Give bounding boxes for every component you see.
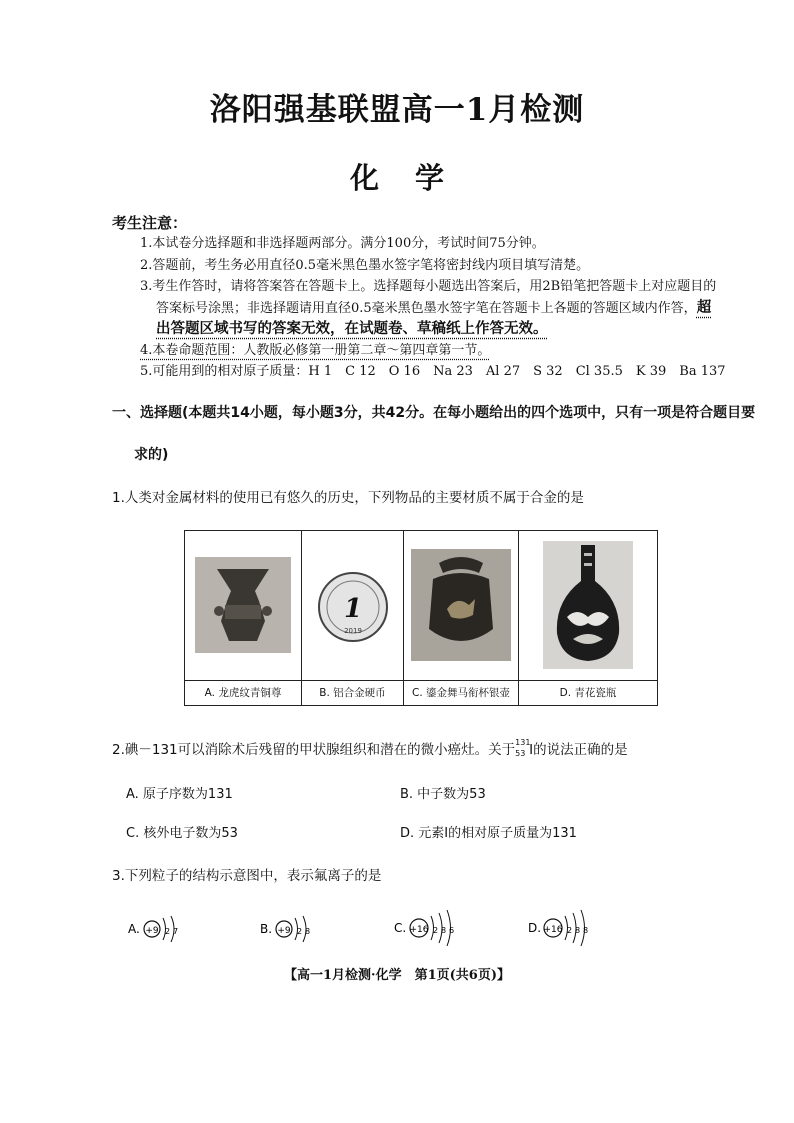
iodine-isotope-notation [515, 738, 531, 758]
shell-electrons: 8 [441, 926, 447, 935]
option-a-caption: A. 龙虎纹青铜尊 [185, 680, 301, 705]
shell-electrons: 2 [297, 927, 303, 936]
section-heading-line1: 一、选择题(本题共14小题，每小题3分，共42分。在每小题给出的四个选项中，只有一项是符合题目要 [112, 405, 756, 421]
notice-item-2: 2.答题前，考生务必用直径0.5毫米黑色墨水签字笔将密封线内项目填写清楚。 [140, 258, 590, 273]
question-3-option-a [128, 912, 188, 950]
question-3-option-d [528, 908, 604, 952]
atom-diagram-c [394, 908, 470, 948]
option-d-caption: D. 青花瓷瓶 [519, 680, 657, 705]
isotope-mass: 131 [515, 738, 531, 747]
nucleus-charge: +9 [277, 926, 291, 936]
coin-value: 1 [343, 594, 362, 624]
notice-item-3-cont [156, 299, 711, 318]
notice-item-3-emphasis: 出答题区域书写的答案无效，在试题卷、草稿纸上作答无效。 [156, 321, 548, 337]
option-d-cell [519, 531, 657, 705]
shell-electrons: 8 [575, 926, 581, 935]
notice-item-5: 5.可能用到的相对原子质量：H 1 C 12 O 16 Na 23 Al 27 S 32 Cl 35.5 K 39 Ba 137 [140, 364, 726, 379]
option-label: C. [394, 921, 407, 935]
isotope-symbol: I [529, 742, 534, 758]
coin-year: 2019 [343, 627, 362, 635]
shell-electrons: 8 [305, 927, 311, 936]
isotope-number: 53 [515, 749, 526, 758]
notice-item-3-emph-start: 超 [696, 300, 712, 316]
notice-item-3: 3.考生作答时，请将答案答在答题卡上。选择题每小题选出答案后，用2B铅笔把答题卡上对应题目的 [140, 279, 717, 294]
shell-electrons: 2 [567, 926, 573, 935]
question-3-option-c [394, 908, 470, 952]
question-3-stem: 3.下列粒子的结构示意图中，表示氟离子的是 [112, 868, 382, 884]
nucleus-charge: +9 [145, 926, 159, 936]
atom-diagram-b [260, 912, 320, 946]
question-2-option-d: D. 元素I的相对原子质量为131 [400, 826, 577, 841]
atom-diagram-d [528, 908, 604, 948]
notice-item-4: 4.本卷命题范围：人教版必修第一册第二章～第四章第一节。 [140, 343, 491, 358]
page-title: 洛阳强基联盟高一1月检测 [209, 92, 585, 128]
subject-title: 化学 [349, 161, 480, 195]
option-label: B. [260, 922, 273, 936]
question-1-image-table [184, 530, 658, 706]
notice-heading: 考生注意： [112, 214, 188, 232]
shell-electrons: 2 [433, 926, 439, 935]
porcelain-vase-image [543, 541, 633, 669]
question-3-option-b [260, 912, 320, 950]
option-a-cell [185, 531, 302, 705]
section-heading-line2: 求的) [134, 447, 169, 463]
question-2-option-a: A. 原子序数为131 [126, 787, 233, 802]
nucleus-charge: +16 [543, 925, 563, 935]
question-2-option-b: B. 中子数为53 [400, 787, 486, 802]
question-2-stem [112, 738, 628, 758]
option-label: A. [128, 922, 140, 936]
page-footer: 【高一1月检测·化学 第1页(共6页)】 [284, 968, 510, 983]
coin-image [313, 567, 393, 647]
silver-pot-image [411, 549, 511, 661]
shell-electrons: 2 [165, 927, 171, 936]
notice-item-3-line2: 答案标号涂黑；非选择题请用直径0.5毫米黑色墨水签字笔在答题卡上各题的答题区域内作答， [156, 301, 697, 316]
shell-electrons: 7 [173, 927, 179, 936]
option-b-cell [302, 531, 404, 705]
option-b-caption: B. 铝合金硬币 [302, 680, 403, 705]
option-c-cell [404, 531, 519, 705]
option-c-caption: C. 鎏金舞马衔杯银壶 [404, 680, 518, 705]
question-1-stem: 1.人类对金属材料的使用已有悠久的历史，下列物品的主要材质不属于合金的是 [112, 490, 584, 506]
notice-item-1: 1.本试卷分选择题和非选择题两部分。满分100分，考试时间75分钟。 [140, 236, 545, 251]
shell-electrons: 6 [449, 926, 455, 935]
question-2-stem-after: 的说法正确的是 [533, 742, 628, 758]
option-label: D. [528, 921, 542, 935]
question-2-stem-before: 2.碘－131可以消除术后残留的甲状腺组织和潜在的微小癌灶。关于 [112, 742, 516, 758]
question-2-option-c: C. 核外电子数为53 [126, 826, 238, 841]
nucleus-charge: +16 [409, 925, 429, 935]
shell-electrons: 8 [583, 926, 589, 935]
atom-diagram-a [128, 912, 188, 946]
bronze-zun-image [195, 557, 291, 653]
